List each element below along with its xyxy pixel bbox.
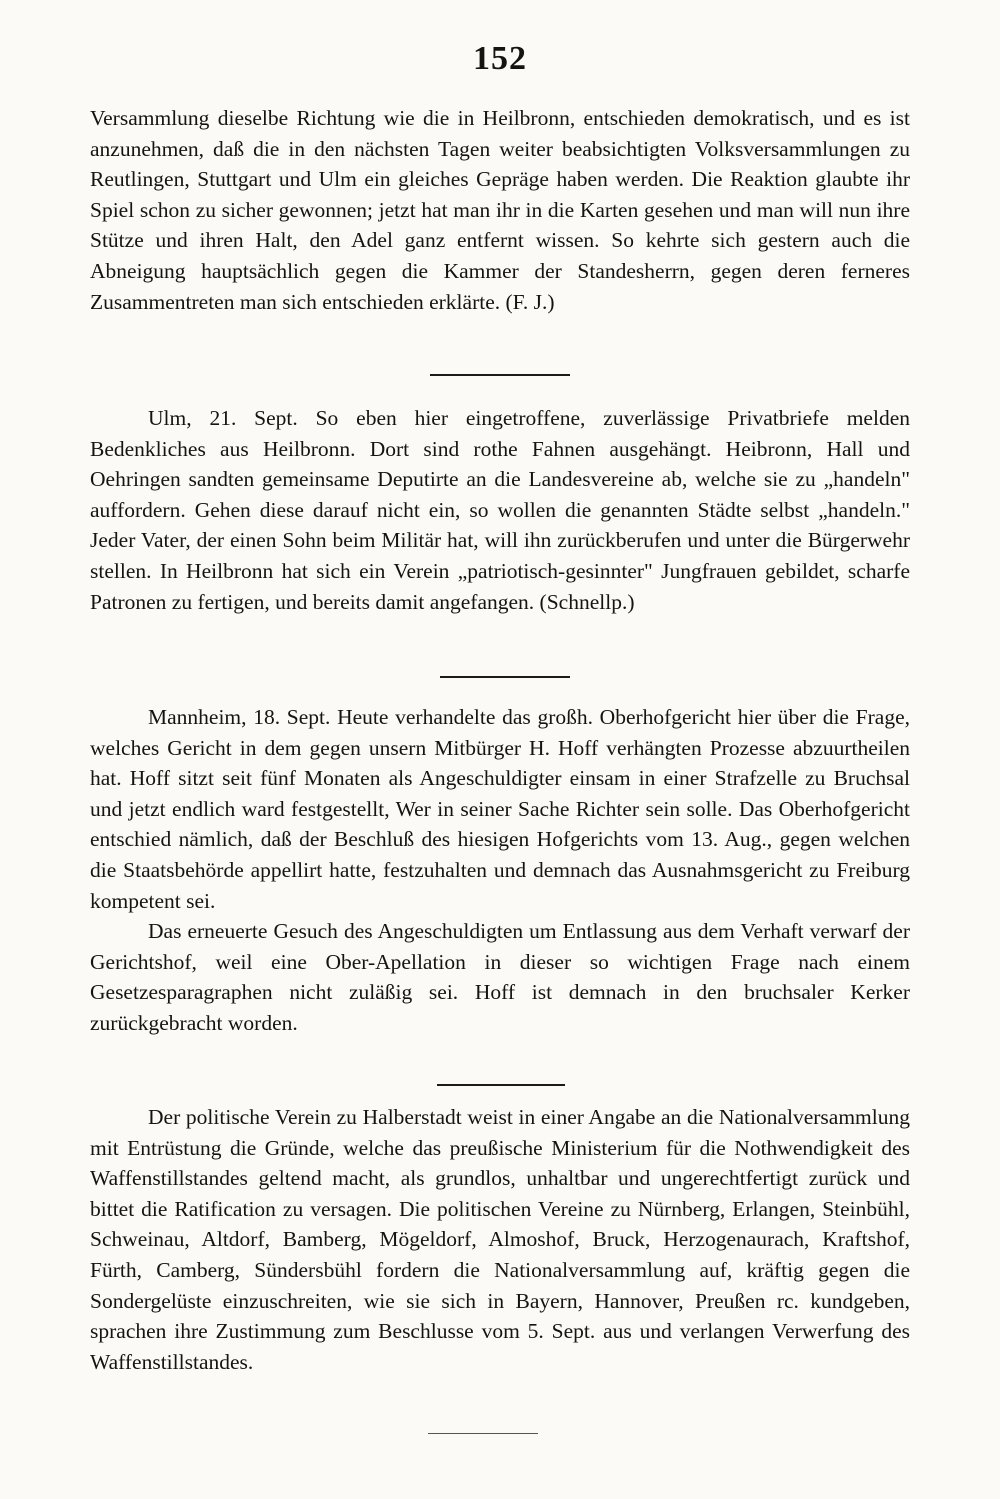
paragraph: Ulm, 21. Sept. So eben hier eingetroffene, zuverlässige Privatbriefe melden Bedenkliches aus Heilbronn. Dort sind rothe Fahnen ausgehängt. Heibronn, Hall und Oehringen sandten gemeinsame Deputirte an die Landesvereine ab, welche sie zu „handeln" auffordern. Gehen diese darauf nicht ein, so wollen die genannten Städte selbst „handeln." Jeder Vater, der einen Sohn beim Militär hat, will ihn zurückberufen und unter die Bürgerwehr stellen. In Heilbronn hat sich ein Verein „patriotisch-gesinnter" Jungfrauen gebildet, scharfe Patronen zu fertigen, und bereits damit angefangen. (Schnellp.) <box>90 406 910 614</box>
article-ulm <box>90 403 910 617</box>
page-number: 152 <box>473 40 527 77</box>
section-divider <box>430 374 570 376</box>
end-divider <box>428 1433 538 1434</box>
paragraph: Der politische Verein zu Halberstadt weist in einer Angabe an die Nationalversammlung mit Entrüstung die Gründe, welche das preußische Ministerium für die Nothwendigkeit des Waffenstillstandes geltend macht, als grundlos, unhaltbar und ungerechtfertigt zurück und bittet die Ratification zu versagen. Die politischen Vereine zu Nürnberg, Erlangen, Steinbühl, Schweinau, Altdorf, Bamberg, Mögeldorf, Almoshof, Bruck, Herzogenaurach, Kraftshof, Fürth, Camberg, Sündersbühl fordern die Nationalversammlung auf, kräftig gegen die Sondergelüste einzuschreiten, wie sie sich in Bayern, Hannover, Preußen rc. kundgeben, sprachen ihre Zustimmung zum Beschlusse vom 5. Sept. aus und verlangen Verwerfung des Waffenstillstandes. <box>90 1105 910 1374</box>
article-volksversammlung <box>90 103 910 317</box>
section-divider <box>440 676 570 678</box>
section-divider <box>437 1084 565 1086</box>
paragraph: Das erneuerte Gesuch des Angeschuldigten um Entlassung aus dem Verhaft verwarf der Gerichtshof, weil eine Ober-Apellation in dieser so wichtigen Frage nach einem Gesetzesparagraphen nicht zuläßig sei. Hoff ist demnach in den bruchsaler Kerker zurückgebracht worden. <box>90 919 910 1035</box>
paragraph: Mannheim, 18. Sept. Heute verhandelte das großh. Oberhofgericht hier über die Frage, welches Gericht in dem gegen unsern Mitbürger H. Hoff verhängten Prozesse abzuurtheilen hat. Hoff sitzt seit fünf Monaten als Angeschuldigter einsam in einer Strafzelle zu Bruchsal und jetzt endlich ward festgestellt, Wer in seiner Sache Richter sein solle. Das Oberhofgericht entschied nämlich, daß der Beschluß des hiesigen Hofgerichts vom 13. Aug., gegen welchen die Staatsbehörde appellirt hatte, festzuhalten und demnach das Ausnahmsgericht zu Freiburg kompetent sei. <box>90 705 910 913</box>
article-mannheim <box>90 702 910 1039</box>
article-halberstadt <box>90 1102 910 1377</box>
paragraph: Versammlung dieselbe Richtung wie die in Heilbronn, entschieden demokratisch, und es ist anzunehmen, daß die in den nächsten Tagen weiter beabsichtigten Volksversammlungen zu Reutlingen, Stuttgart und Ulm ein gleiches Gepräge haben werden. Die Reaktion glaubte ihr Spiel schon zu sicher gewonnen; jetzt hat man ihr in die Karten gesehen und man will nun ihre Stütze und ihren Halt, den Adel ganz entfernt wissen. So kehrte sich gestern auch die Abneigung hauptsächlich gegen die Kammer der Standesherrn, gegen deren ferneres Zusammentreten man sich entschieden erklärte. (F. J.) <box>90 106 910 314</box>
